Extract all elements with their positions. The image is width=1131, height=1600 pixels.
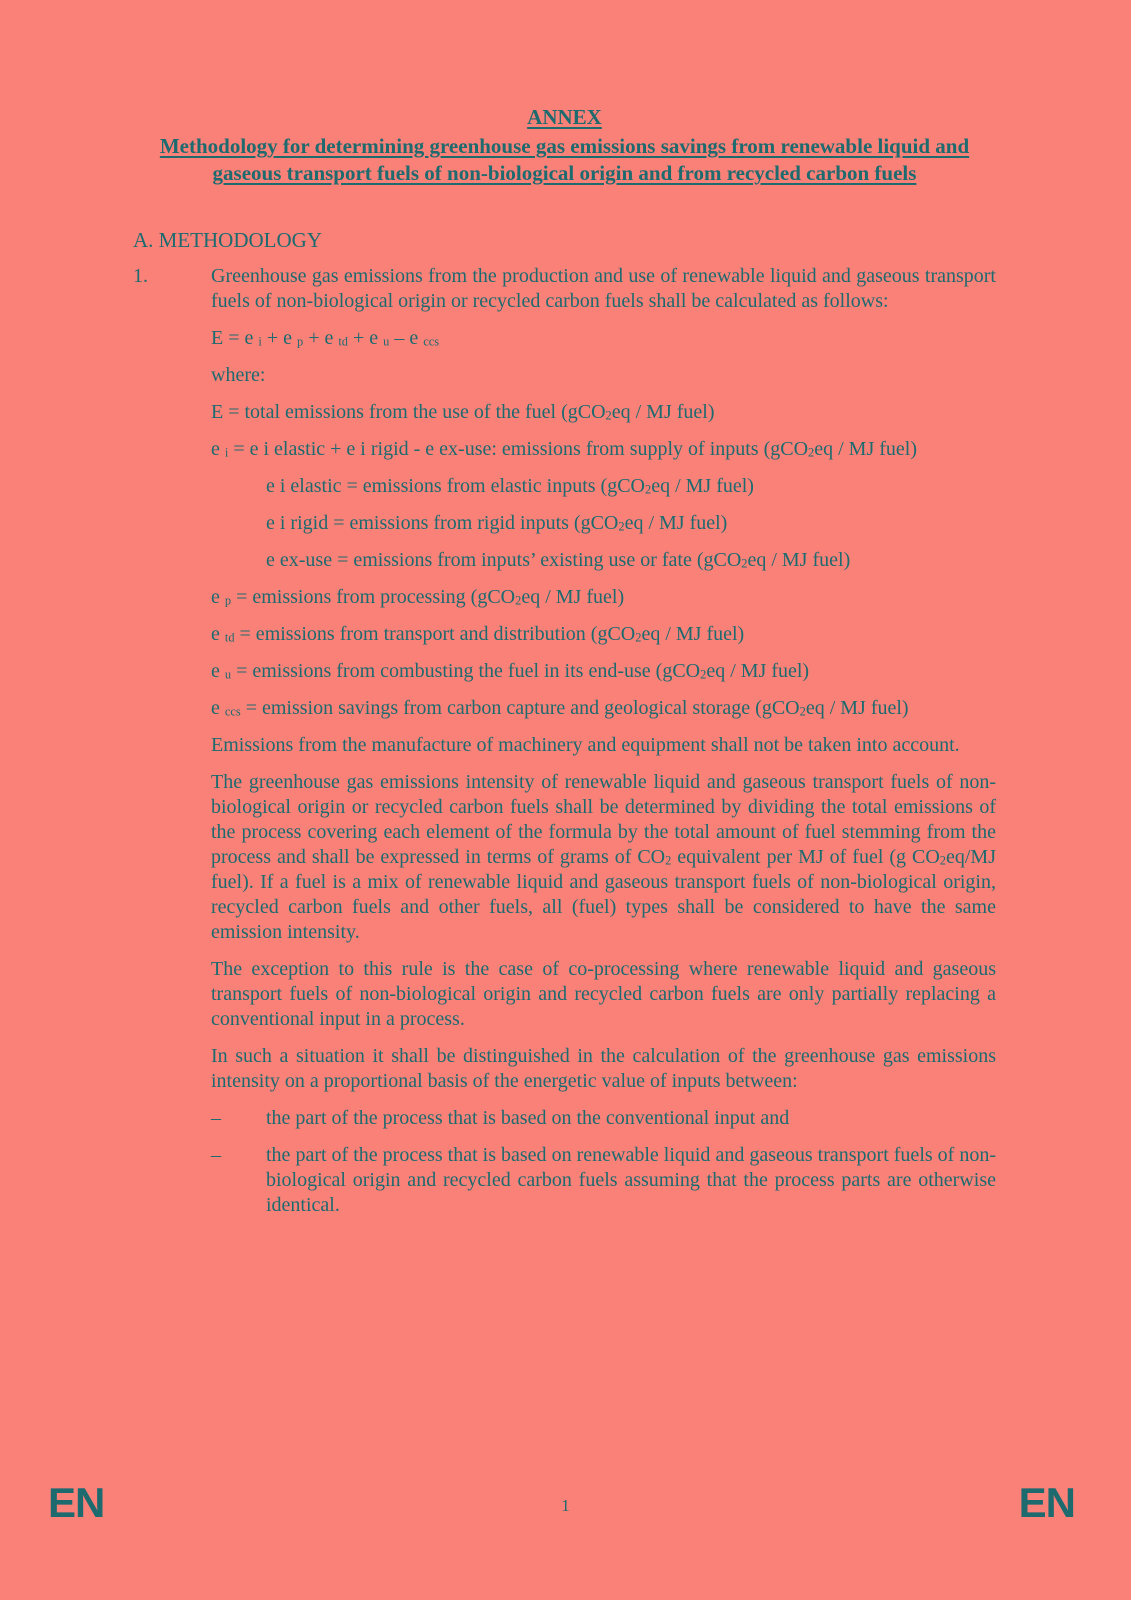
subscript: td xyxy=(338,334,348,349)
language-mark-left: EN xyxy=(48,1479,105,1526)
paragraph-17 xyxy=(133,1143,996,1218)
subscript: td xyxy=(224,630,235,645)
subscript: i xyxy=(224,445,229,460)
paragraph-text: e i elastic = emissions from elastic inputs (gCO$_2$eq / MJ fuel) xyxy=(266,475,754,497)
paragraph-1 xyxy=(211,326,996,351)
paragraph-2 xyxy=(211,363,996,388)
paragraph-text: The greenhouse gas emissions intensity of renewable liquid and gaseous transport fuels of non-biological origin or recycled carbon fuels shall be determined by dividing the total emissions of the process covering each element of the formula by the total amount of fuel stemming from the process and shall be expressed in terms of grams of $CO_2$ equivalent per MJ of fuel (g $CO_2eq/MJ$ fuel). If a fuel is a mix of renewable liquid and gaseous transport fuels of non-biological origin, recycled carbon fuels and other fuels, all (fuel) types shall be considered to have the same emission intensity. xyxy=(211,771,996,943)
document-title: Methodology for determining greenhouse gas emissions savings from renewable liquid and gaseous transport fuels of non-biological origin and from recycled carbon fuels xyxy=(159,134,970,185)
title-block xyxy=(133,104,996,187)
dash-bullet: – xyxy=(211,1107,221,1129)
paragraph-7 xyxy=(266,548,996,573)
paragraph-text: E = e $_i$ + e $_p$ + e $_{td}$ + e $_u$ – e $_{ccs}$ xyxy=(211,327,440,349)
paragraph-text: e i rigid = emissions from rigid inputs (gCO$_2$eq / MJ fuel) xyxy=(266,512,728,534)
paragraph-text: E = total emissions from the use of the fuel (gCO$_2$eq / MJ fuel) xyxy=(211,401,715,423)
paragraph-13 xyxy=(211,770,996,945)
paragraph-16 xyxy=(133,1106,996,1131)
subscript: 2 xyxy=(700,667,707,682)
paragraph-0 xyxy=(133,264,996,314)
language-mark-right: EN xyxy=(1018,1479,1075,1526)
dash-bullet: – xyxy=(211,1144,221,1166)
paragraph-8 xyxy=(211,585,996,610)
annex-label: ANNEX xyxy=(527,105,602,129)
paragraph-9 xyxy=(211,622,996,647)
subscript: 2 xyxy=(808,445,815,460)
page-number: 1 xyxy=(561,1496,570,1515)
content xyxy=(133,264,996,1230)
subscript: 2 xyxy=(741,556,748,571)
paragraph-text: e ex-use = emissions from inputs’ existing use or fate (gCO$_2$eq / MJ fuel) xyxy=(266,549,851,571)
paragraph-14 xyxy=(211,957,996,1032)
subscript: u xyxy=(224,667,232,682)
paragraph-text: Greenhouse gas emissions from the production and use of renewable liquid and gaseous transport fuels of non-biological origin or recycled carbon fuels shall be calculated as follows: xyxy=(211,265,996,312)
paragraph-text: e $_{ccs}$ = emission savings from carbon capture and geological storage (gCO$_2$eq / MJ fuel) xyxy=(211,697,909,719)
paragraph-text: The exception to this rule is the case of co-processing where renewable liquid and gaseous transport fuels of non-biological origin and recycled carbon fuels are only partially replacing a conventional input in a process. xyxy=(211,958,996,1030)
paragraph-text: e $_{td}$ = emissions from transport and distribution (gCO$_2$eq / MJ fuel) xyxy=(211,623,745,645)
paragraph-text: the part of the process that is based on the conventional input and xyxy=(266,1107,790,1129)
subscript: 2 xyxy=(618,519,625,534)
annex-heading xyxy=(133,104,996,131)
paragraph-text: e $_i$ = e i elastic + e i rigid - e ex-use: emissions from supply of inputs (gCO$_2$eq / MJ fuel) xyxy=(211,438,917,460)
paragraph-3 xyxy=(211,400,996,425)
subscript: i xyxy=(258,334,262,349)
paragraph-15 xyxy=(211,1044,996,1094)
subscript: ccs xyxy=(423,334,440,349)
subscript: u xyxy=(383,334,390,349)
paragraph-10 xyxy=(211,659,996,684)
paragraph-6 xyxy=(266,511,996,536)
subscript: 2 xyxy=(665,853,672,868)
paragraph-text: Emissions from the manufacture of machinery and equipment shall not be taken into account. xyxy=(211,734,960,756)
subscript: 2 xyxy=(635,630,642,645)
subscript: p xyxy=(224,593,232,608)
paragraph-text: e $_u$ = emissions from combusting the fuel in its end-use (gCO$_2$eq / MJ fuel) xyxy=(211,660,810,682)
subscript: 2 xyxy=(939,853,946,868)
subscript: 2 xyxy=(605,408,612,423)
section-heading: A. METHODOLOGY xyxy=(133,228,322,252)
subscript: ccs xyxy=(224,704,241,719)
list-number: 1. xyxy=(133,265,148,287)
paragraph-5 xyxy=(266,474,996,499)
paragraph-4 xyxy=(211,437,996,462)
subscript: 2 xyxy=(799,704,806,719)
paragraph-11 xyxy=(211,696,996,721)
subscript: 2 xyxy=(515,593,522,608)
paragraph-text: e $_p$ = emissions from processing (gCO$_2$eq / MJ fuel) xyxy=(211,586,625,608)
paragraph-text: the part of the process that is based on renewable liquid and gaseous transport fuels of non-biological origin and recycled carbon fuels assuming that the process parts are otherwise identical. xyxy=(266,1144,996,1216)
paragraph-text: In such a situation it shall be distinguished in the calculation of the greenhouse gas emissions intensity on a proportional basis of the energetic value of inputs between: xyxy=(211,1045,996,1092)
paragraph-12 xyxy=(211,733,996,758)
subscript: p xyxy=(296,334,304,349)
subscript: 2 xyxy=(645,482,652,497)
paragraph-text: where: xyxy=(211,364,266,386)
